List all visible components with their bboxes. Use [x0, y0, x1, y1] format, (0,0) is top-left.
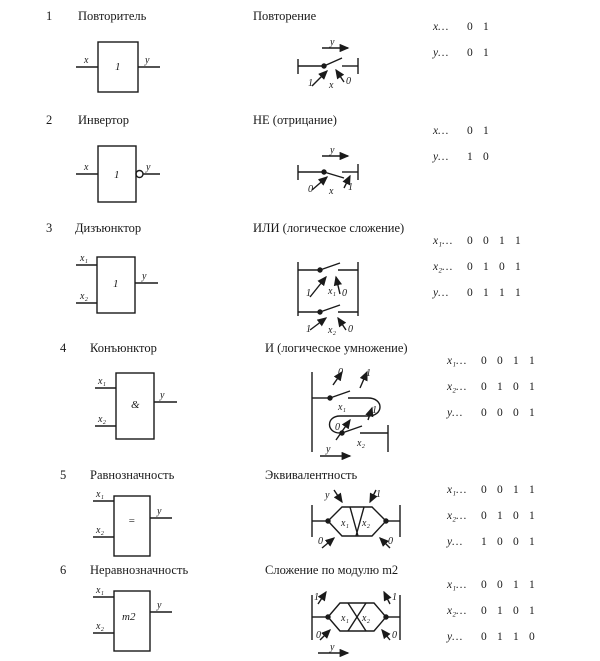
inversion-bubble — [136, 171, 143, 178]
output-label: y — [145, 55, 150, 66]
output-label: y — [157, 506, 162, 517]
open-label: 0 — [342, 288, 347, 299]
operation-name-3: ИЛИ (логическое сложение) — [253, 221, 405, 235]
gate-symbol-5: = — [128, 515, 136, 527]
closed-label: 1 — [392, 592, 397, 603]
closed-label: 1 — [306, 288, 311, 299]
row-number-5: 5 — [60, 468, 67, 482]
row-number-4: 4 — [60, 341, 67, 355]
operation-name-5: Эквивалентность — [265, 468, 358, 482]
open-label: 0 — [318, 536, 323, 547]
current-label: y — [330, 37, 335, 48]
element-name-1: Повторитель — [78, 9, 147, 23]
actuator-arrow-1 — [312, 71, 327, 86]
truth-row: y… 0 1 — [433, 47, 489, 59]
input-label: x₁ — [80, 253, 88, 264]
gate-symbol-4: & — [131, 399, 140, 411]
closed-label: 1 — [306, 324, 311, 335]
input-label: x₁ — [98, 376, 106, 387]
var-label: x₁ — [338, 402, 346, 413]
open-label: 0 — [316, 630, 321, 641]
gate-symbol-3: 1 — [113, 278, 119, 290]
truth-row: x₁… 0 0 1 1 — [447, 355, 535, 367]
truth-row: x₁… 0 0 1 1 — [447, 484, 535, 496]
truth-row: y… 0 1 1 1 — [433, 287, 521, 299]
var-label: x₂ — [328, 325, 336, 336]
input-label: x₁ — [96, 489, 104, 500]
var-label: x₂ — [357, 438, 365, 449]
closed-label: 1 — [348, 182, 353, 193]
var-label: x₁ — [328, 286, 336, 297]
var-label: x₁ — [341, 518, 349, 529]
operation-name-2: НЕ (отрицание) — [253, 113, 337, 127]
truth-row: x₂… 0 1 0 1 — [447, 605, 535, 617]
open-label: 0 — [392, 630, 397, 641]
element-name-3: Дизъюнктор — [75, 221, 142, 235]
var-label: x — [329, 186, 334, 197]
closed-label: 1 — [366, 368, 371, 379]
input-label: x₂ — [98, 414, 106, 425]
truth-row: x₂… 0 1 0 1 — [447, 510, 535, 522]
gate-symbol-2: 1 — [114, 169, 120, 181]
closed-label: 1 — [376, 489, 381, 500]
closed-label: 1 — [308, 78, 313, 89]
open-label: 0 — [338, 367, 343, 378]
output-label: y — [157, 600, 162, 611]
actuator-arrow-1 — [312, 177, 327, 190]
closed-label: 1 — [372, 405, 377, 416]
open-label: 0 — [335, 422, 340, 433]
row-number-2: 2 — [46, 113, 53, 127]
truth-row: y… 0 0 0 1 — [447, 407, 535, 419]
input-label: x₂ — [96, 621, 104, 632]
truth-row: x₂… 0 1 0 1 — [447, 381, 535, 393]
truth-row: x… 0 1 — [433, 125, 489, 137]
open-label: 0 — [308, 184, 313, 195]
actuator-arrow-2 — [336, 70, 344, 82]
operation-name-4: И (логическое умножение) — [265, 341, 408, 355]
operation-name-1: Повторение — [253, 9, 317, 23]
current-label: y — [330, 145, 335, 156]
open-label: 0 — [388, 536, 393, 547]
row-number-6: 6 — [60, 563, 67, 577]
input-label: x₁ — [96, 585, 104, 596]
truth-row: x₁… 0 0 1 1 — [447, 579, 535, 591]
element-name-2: Инвертор — [78, 113, 129, 127]
output-label: y — [142, 271, 147, 282]
gate-symbol-1: 1 — [115, 61, 121, 73]
element-name-4: Конъюнктор — [90, 341, 157, 355]
current-label: y — [326, 444, 331, 455]
row-number-3: 3 — [46, 221, 53, 235]
gate-symbol-6: m2 — [122, 611, 136, 623]
input-label: x₂ — [96, 525, 104, 536]
truth-row: x₁… 0 0 1 1 — [433, 235, 521, 247]
closed-label: 1 — [314, 592, 319, 603]
truth-row: y… 1 0 — [433, 151, 489, 163]
row-number-1: 1 — [46, 9, 53, 23]
var-label: x₂ — [362, 613, 370, 624]
current-label: y — [325, 490, 330, 501]
contact-circuit-6 — [312, 592, 400, 653]
input-label: x — [84, 55, 89, 66]
var-label: x₁ — [341, 613, 349, 624]
var-label: x — [329, 80, 334, 91]
truth-row: y… 0 1 1 0 — [447, 631, 535, 643]
open-label: 0 — [346, 76, 351, 87]
current-label: y — [330, 642, 335, 653]
truth-row: x₂… 0 1 0 1 — [433, 261, 521, 273]
open-label: 0 — [348, 324, 353, 335]
input-label: x₂ — [80, 291, 88, 302]
output-label: y — [160, 390, 165, 401]
operation-name-6: Сложение по модулю m2 — [265, 563, 399, 577]
element-name-6: Неравнозначность — [90, 563, 189, 577]
var-label: x₂ — [362, 518, 370, 529]
truth-row: x… 0 1 — [433, 21, 489, 33]
element-name-5: Равнозначность — [90, 468, 175, 482]
output-label: y — [146, 162, 151, 173]
truth-row: y… 1 0 0 1 — [447, 536, 535, 548]
input-label: x — [84, 162, 89, 173]
